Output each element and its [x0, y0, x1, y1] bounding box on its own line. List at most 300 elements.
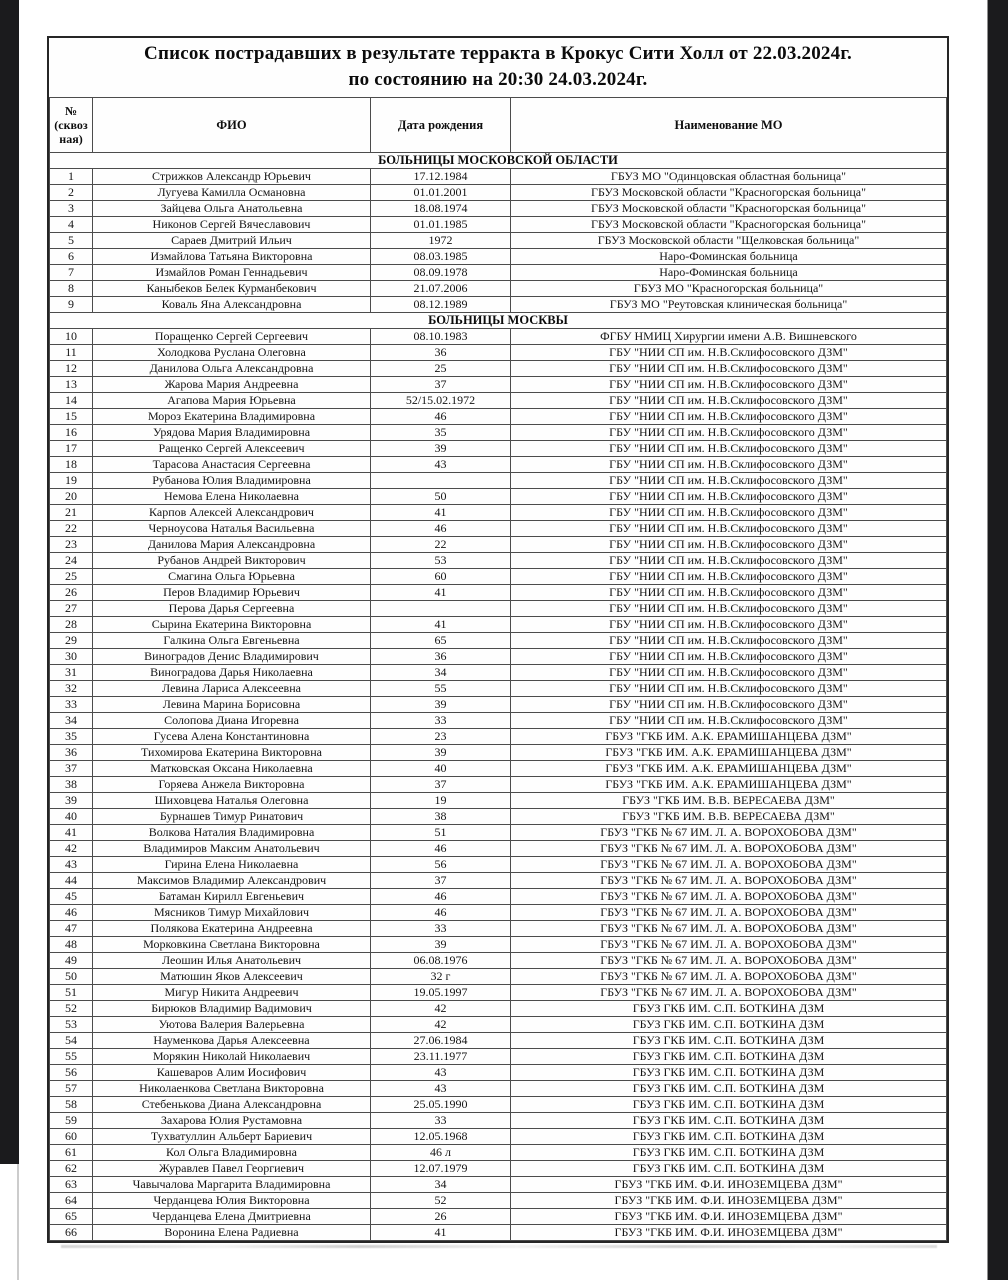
cell-number: 51: [50, 985, 93, 1001]
table-row: [50, 633, 947, 649]
cell-fio: Лугуева Камилла Османовна: [93, 185, 371, 201]
document-page: [47, 36, 949, 1243]
cell-org: ГБУЗ "ГКБ ИМ. В.В. ВЕРЕСАЕВА ДЗМ": [511, 793, 947, 809]
cell-dob: 39: [371, 745, 511, 761]
cell-fio: Агапова Мария Юрьевна: [93, 393, 371, 409]
cell-org: ГБУЗ ГКБ ИМ. С.П. БОТКИНА ДЗМ: [511, 1113, 947, 1129]
table-row: [50, 809, 947, 825]
scan-artifact-line: [61, 1245, 937, 1248]
cell-org: ГБУЗ ГКБ ИМ. С.П. БОТКИНА ДЗМ: [511, 1081, 947, 1097]
cell-fio: Бирюков Владимир Вадимович: [93, 1001, 371, 1017]
cell-number: 16: [50, 425, 93, 441]
cell-number: 17: [50, 441, 93, 457]
cell-dob: 25: [371, 361, 511, 377]
table-row: [50, 217, 947, 233]
cell-number: 37: [50, 761, 93, 777]
cell-org: ГБУЗ МО "Реутовская клиническая больница": [511, 297, 947, 313]
cell-org: Наро-Фоминская больница: [511, 265, 947, 281]
cell-dob: 37: [371, 377, 511, 393]
cell-org: ГБУ "НИИ СП им. Н.В.Склифосовского ДЗМ": [511, 601, 947, 617]
cell-dob: 26: [371, 1209, 511, 1225]
table-row: [50, 249, 947, 265]
victims-table: [49, 97, 947, 1241]
cell-dob: 27.06.1984: [371, 1033, 511, 1049]
table-row: [50, 889, 947, 905]
cell-fio: Жарова Мария Андреевна: [93, 377, 371, 393]
cell-number: 33: [50, 697, 93, 713]
cell-fio: Максимов Владимир Александрович: [93, 873, 371, 889]
cell-org: ГБУЗ "ГКБ № 67 ИМ. Л. А. ВОРОХОБОВА ДЗМ": [511, 921, 947, 937]
column-header-fio: ФИО: [93, 98, 371, 153]
cell-fio: Перов Владимир Юрьевич: [93, 585, 371, 601]
cell-number: 35: [50, 729, 93, 745]
cell-org: ГБУ "НИИ СП им. Н.В.Склифосовского ДЗМ": [511, 409, 947, 425]
cell-dob: 52: [371, 1193, 511, 1209]
table-row: [50, 1145, 947, 1161]
cell-dob: 08.12.1989: [371, 297, 511, 313]
cell-fio: Никонов Сергей Вячеславович: [93, 217, 371, 233]
cell-fio: Черданцева Юлия Викторовна: [93, 1193, 371, 1209]
cell-dob: 17.12.1984: [371, 169, 511, 185]
cell-dob: 32 г: [371, 969, 511, 985]
viewer-background-right: [987, 0, 1008, 1280]
cell-org: ГБУ "НИИ СП им. Н.В.Склифосовского ДЗМ": [511, 633, 947, 649]
cell-number: 66: [50, 1225, 93, 1241]
cell-fio: Чавычалова Маргарита Владимировна: [93, 1177, 371, 1193]
cell-fio: Тихомирова Екатерина Викторовна: [93, 745, 371, 761]
cell-org: ГБУЗ ГКБ ИМ. С.П. БОТКИНА ДЗМ: [511, 1161, 947, 1177]
cell-dob: 1972: [371, 233, 511, 249]
cell-dob: 46: [371, 905, 511, 921]
cell-org: ГБУЗ ГКБ ИМ. С.П. БОТКИНА ДЗМ: [511, 1065, 947, 1081]
cell-fio: Галкина Ольга Евгеньевна: [93, 633, 371, 649]
table-row: [50, 969, 947, 985]
cell-org: ГБУЗ "ГКБ ИМ. А.К. ЕРАМИШАНЦЕВА ДЗМ": [511, 777, 947, 793]
cell-fio: Данилова Мария Александровна: [93, 537, 371, 553]
cell-number: 42: [50, 841, 93, 857]
cell-dob: 41: [371, 505, 511, 521]
page-edge-line: [17, 1164, 19, 1280]
cell-fio: Ращенко Сергей Алексеевич: [93, 441, 371, 457]
cell-dob: 36: [371, 345, 511, 361]
cell-dob: 25.05.1990: [371, 1097, 511, 1113]
cell-org: ГБУ "НИИ СП им. Н.В.Склифосовского ДЗМ": [511, 457, 947, 473]
cell-org: ГБУЗ ГКБ ИМ. С.П. БОТКИНА ДЗМ: [511, 1097, 947, 1113]
table-row: [50, 777, 947, 793]
cell-number: 11: [50, 345, 93, 361]
cell-dob: 21.07.2006: [371, 281, 511, 297]
cell-fio: Левина Лариса Алексеевна: [93, 681, 371, 697]
cell-fio: Полякова Екатерина Андреевна: [93, 921, 371, 937]
cell-number: 28: [50, 617, 93, 633]
table-row: [50, 953, 947, 969]
cell-number: 6: [50, 249, 93, 265]
table-row: [50, 681, 947, 697]
cell-fio: Морковкина Светлана Викторовна: [93, 937, 371, 953]
column-header-dob: Дата рождения: [371, 98, 511, 153]
cell-fio: Шиховцева Наталья Олеговна: [93, 793, 371, 809]
table-row: [50, 1033, 947, 1049]
table-row: [50, 169, 947, 185]
cell-org: ГБУ "НИИ СП им. Н.В.Склифосовского ДЗМ": [511, 505, 947, 521]
table-row: [50, 185, 947, 201]
cell-fio: Горяева Анжела Викторовна: [93, 777, 371, 793]
cell-number: 50: [50, 969, 93, 985]
cell-org: ГБУ "НИИ СП им. Н.В.Склифосовского ДЗМ": [511, 665, 947, 681]
table-row: [50, 649, 947, 665]
cell-number: 64: [50, 1193, 93, 1209]
table-row: [50, 377, 947, 393]
table-row: [50, 1225, 947, 1241]
table-row: [50, 329, 947, 345]
cell-org: ГБУЗ "ГКБ № 67 ИМ. Л. А. ВОРОХОБОВА ДЗМ": [511, 841, 947, 857]
cell-fio: Зайцева Ольга Анатольевна: [93, 201, 371, 217]
cell-dob: 08.03.1985: [371, 249, 511, 265]
cell-dob: 08.09.1978: [371, 265, 511, 281]
cell-org: ГБУЗ "ГКБ ИМ. А.К. ЕРАМИШАНЦЕВА ДЗМ": [511, 745, 947, 761]
table-row: [50, 857, 947, 873]
cell-number: 45: [50, 889, 93, 905]
cell-org: Наро-Фоминская больница: [511, 249, 947, 265]
table-row: [50, 345, 947, 361]
cell-fio: Каныбеков Белек Курманбекович: [93, 281, 371, 297]
cell-number: 34: [50, 713, 93, 729]
cell-dob: 33: [371, 713, 511, 729]
table-row: [50, 761, 947, 777]
cell-org: ГБУ "НИИ СП им. Н.В.Склифосовского ДЗМ": [511, 553, 947, 569]
cell-number: 58: [50, 1097, 93, 1113]
cell-fio: Журавлев Павел Георгиевич: [93, 1161, 371, 1177]
cell-dob: 34: [371, 665, 511, 681]
table-row: [50, 457, 947, 473]
table-row: [50, 521, 947, 537]
cell-dob: 39: [371, 697, 511, 713]
cell-number: 21: [50, 505, 93, 521]
table-row: [50, 297, 947, 313]
cell-number: 54: [50, 1033, 93, 1049]
cell-org: ГБУ "НИИ СП им. Н.В.Склифосовского ДЗМ": [511, 425, 947, 441]
cell-number: 26: [50, 585, 93, 601]
cell-dob: 38: [371, 809, 511, 825]
cell-dob: 46 л: [371, 1145, 511, 1161]
cell-fio: Сараев Дмитрий Ильич: [93, 233, 371, 249]
cell-fio: Виноградова Дарья Николаевна: [93, 665, 371, 681]
cell-fio: Стрижков Александр Юрьевич: [93, 169, 371, 185]
cell-number: 4: [50, 217, 93, 233]
cell-fio: Тухватуллин Альберт Бариевич: [93, 1129, 371, 1145]
cell-org: ГБУ "НИИ СП им. Н.В.Склифосовского ДЗМ": [511, 377, 947, 393]
table-row: [50, 825, 947, 841]
table-row: [50, 601, 947, 617]
cell-org: ГБУЗ МО "Одинцовская областная больница": [511, 169, 947, 185]
table-row: [50, 665, 947, 681]
cell-number: 10: [50, 329, 93, 345]
table-row: [50, 441, 947, 457]
cell-org: ГБУЗ ГКБ ИМ. С.П. БОТКИНА ДЗМ: [511, 1001, 947, 1017]
viewer-background-left: [0, 0, 19, 1164]
cell-fio: Кашеваров Алим Иосифович: [93, 1065, 371, 1081]
cell-number: 30: [50, 649, 93, 665]
table-row: [50, 905, 947, 921]
cell-number: 65: [50, 1209, 93, 1225]
cell-dob: 01.01.2001: [371, 185, 511, 201]
cell-fio: Мясников Тимур Михайлович: [93, 905, 371, 921]
cell-org: ГБУЗ "ГКБ № 67 ИМ. Л. А. ВОРОХОБОВА ДЗМ": [511, 985, 947, 1001]
cell-number: 13: [50, 377, 93, 393]
table-row: [50, 697, 947, 713]
cell-number: 39: [50, 793, 93, 809]
table-row: [50, 729, 947, 745]
table-row: [50, 409, 947, 425]
cell-fio: Воронина Елена Радиевна: [93, 1225, 371, 1241]
cell-fio: Черноусова Наталья Васильевна: [93, 521, 371, 537]
cell-fio: Перова Дарья Сергеевна: [93, 601, 371, 617]
cell-org: ГБУЗ "ГКБ № 67 ИМ. Л. А. ВОРОХОБОВА ДЗМ": [511, 889, 947, 905]
cell-number: 31: [50, 665, 93, 681]
cell-number: 2: [50, 185, 93, 201]
cell-org: ГБУ "НИИ СП им. Н.В.Склифосовского ДЗМ": [511, 585, 947, 601]
cell-org: ГБУ "НИИ СП им. Н.В.Склифосовского ДЗМ": [511, 489, 947, 505]
cell-org: ГБУЗ "ГКБ № 67 ИМ. Л. А. ВОРОХОБОВА ДЗМ": [511, 873, 947, 889]
cell-fio: Мороз Екатерина Владимировна: [93, 409, 371, 425]
table-row: [50, 841, 947, 857]
cell-dob: 40: [371, 761, 511, 777]
cell-org: ГБУ "НИИ СП им. Н.В.Склифосовского ДЗМ": [511, 345, 947, 361]
cell-number: 5: [50, 233, 93, 249]
cell-number: 62: [50, 1161, 93, 1177]
cell-fio: Мигур Никита Андреевич: [93, 985, 371, 1001]
cell-number: 38: [50, 777, 93, 793]
cell-fio: Волкова Наталия Владимировна: [93, 825, 371, 841]
cell-dob: 46: [371, 521, 511, 537]
cell-dob: 50: [371, 489, 511, 505]
table-row: [50, 361, 947, 377]
document-title-line2: по состоянию на 20:30 24.03.2024г.: [348, 69, 648, 90]
cell-org: ГБУ "НИИ СП им. Н.В.Склифосовского ДЗМ": [511, 361, 947, 377]
cell-dob: 35: [371, 425, 511, 441]
cell-org: ГБУЗ ГКБ ИМ. С.П. БОТКИНА ДЗМ: [511, 1033, 947, 1049]
cell-org: ГБУЗ "ГКБ № 67 ИМ. Л. А. ВОРОХОБОВА ДЗМ": [511, 937, 947, 953]
cell-dob: 51: [371, 825, 511, 841]
cell-fio: Тарасова Анастасия Сергеевна: [93, 457, 371, 473]
cell-org: ГБУЗ "ГКБ № 67 ИМ. Л. А. ВОРОХОБОВА ДЗМ": [511, 905, 947, 921]
cell-org: ГБУ "НИИ СП им. Н.В.Склифосовского ДЗМ": [511, 713, 947, 729]
table-row: [50, 473, 947, 489]
cell-number: 41: [50, 825, 93, 841]
cell-fio: Сырина Екатерина Викторовна: [93, 617, 371, 633]
cell-dob: 46: [371, 889, 511, 905]
table-row: [50, 1097, 947, 1113]
cell-fio: Поращенко Сергей Сергеевич: [93, 329, 371, 345]
cell-org: ГБУ "НИИ СП им. Н.В.Склифосовского ДЗМ": [511, 617, 947, 633]
table-row: [50, 1177, 947, 1193]
cell-dob: 19: [371, 793, 511, 809]
cell-dob: [371, 601, 511, 617]
cell-fio: Захарова Юлия Рустамовна: [93, 1113, 371, 1129]
cell-org: ГБУЗ "ГКБ № 67 ИМ. Л. А. ВОРОХОБОВА ДЗМ": [511, 825, 947, 841]
cell-number: 19: [50, 473, 93, 489]
cell-number: 29: [50, 633, 93, 649]
cell-number: 36: [50, 745, 93, 761]
table-row: [50, 201, 947, 217]
cell-dob: [371, 473, 511, 489]
cell-dob: 33: [371, 921, 511, 937]
cell-number: 20: [50, 489, 93, 505]
cell-org: ГБУЗ ГКБ ИМ. С.П. БОТКИНА ДЗМ: [511, 1145, 947, 1161]
cell-org: ГБУ "НИИ СП им. Н.В.Склифосовского ДЗМ": [511, 521, 947, 537]
cell-org: ГБУЗ ГКБ ИМ. С.П. БОТКИНА ДЗМ: [511, 1129, 947, 1145]
cell-org: ГБУЗ Московской области "Красногорская больница": [511, 185, 947, 201]
cell-org: ГБУ "НИИ СП им. Н.В.Склифосовского ДЗМ": [511, 569, 947, 585]
cell-number: 44: [50, 873, 93, 889]
cell-dob: 39: [371, 441, 511, 457]
cell-org: ГБУЗ "ГКБ ИМ. Ф.И. ИНОЗЕМЦЕВА ДЗМ": [511, 1193, 947, 1209]
cell-number: 59: [50, 1113, 93, 1129]
cell-fio: Матюшин Яков Алексеевич: [93, 969, 371, 985]
table-row: [50, 921, 947, 937]
section-header-label: БОЛЬНИЦЫ МОСКОВСКОЙ ОБЛАСТИ: [50, 153, 947, 169]
table-row: [50, 1017, 947, 1033]
cell-dob: 12.07.1979: [371, 1161, 511, 1177]
cell-dob: 41: [371, 585, 511, 601]
cell-dob: 65: [371, 633, 511, 649]
cell-dob: 18.08.1974: [371, 201, 511, 217]
table-row: [50, 1065, 947, 1081]
cell-number: 27: [50, 601, 93, 617]
cell-org: ГБУ "НИИ СП им. Н.В.Склифосовского ДЗМ": [511, 393, 947, 409]
column-header-number: № (сквоз ная): [50, 98, 93, 153]
table-row: [50, 1113, 947, 1129]
cell-fio: Измайлов Роман Геннадьевич: [93, 265, 371, 281]
table-row: [50, 1209, 947, 1225]
cell-dob: 41: [371, 617, 511, 633]
cell-number: 56: [50, 1065, 93, 1081]
cell-fio: Измайлова Татьяна Викторовна: [93, 249, 371, 265]
cell-fio: Гусева Алена Константиновна: [93, 729, 371, 745]
table-row: [50, 793, 947, 809]
cell-dob: 52/15.02.1972: [371, 393, 511, 409]
table-row: [50, 713, 947, 729]
cell-fio: Карпов Алексей Александрович: [93, 505, 371, 521]
cell-number: 60: [50, 1129, 93, 1145]
cell-fio: Немова Елена Николаевна: [93, 489, 371, 505]
table-row: [50, 425, 947, 441]
cell-number: 43: [50, 857, 93, 873]
table-header-row: [50, 98, 947, 153]
cell-number: 61: [50, 1145, 93, 1161]
cell-dob: 55: [371, 681, 511, 697]
cell-dob: 53: [371, 553, 511, 569]
table-row: [50, 1049, 947, 1065]
cell-fio: Виноградов Денис Владимирович: [93, 649, 371, 665]
cell-number: 55: [50, 1049, 93, 1065]
cell-number: 32: [50, 681, 93, 697]
cell-dob: 60: [371, 569, 511, 585]
table-row: [50, 281, 947, 297]
table-row: [50, 1129, 947, 1145]
cell-dob: 22: [371, 537, 511, 553]
cell-fio: Владимиров Максим Анатольевич: [93, 841, 371, 857]
table-row: [50, 745, 947, 761]
cell-fio: Николаенкова Светлана Викторовна: [93, 1081, 371, 1097]
table-row: [50, 1193, 947, 1209]
table-row: [50, 1001, 947, 1017]
cell-number: 3: [50, 201, 93, 217]
cell-org: ГБУЗ "ГКБ ИМ. Ф.И. ИНОЗЕМЦЕВА ДЗМ": [511, 1209, 947, 1225]
cell-dob: 37: [371, 777, 511, 793]
cell-fio: Науменкова Дарья Алексеевна: [93, 1033, 371, 1049]
cell-org: ГБУ "НИИ СП им. Н.В.Склифосовского ДЗМ": [511, 473, 947, 489]
table-row: [50, 585, 947, 601]
cell-dob: 37: [371, 873, 511, 889]
cell-number: 46: [50, 905, 93, 921]
cell-number: 7: [50, 265, 93, 281]
cell-org: ГБУЗ "ГКБ ИМ. А.К. ЕРАМИШАНЦЕВА ДЗМ": [511, 761, 947, 777]
cell-org: ГБУЗ Московской области "Красногорская больница": [511, 201, 947, 217]
cell-org: ГБУЗ "ГКБ ИМ. Ф.И. ИНОЗЕМЦЕВА ДЗМ": [511, 1177, 947, 1193]
table-row: [50, 569, 947, 585]
cell-number: 25: [50, 569, 93, 585]
cell-number: 49: [50, 953, 93, 969]
cell-org: ГБУЗ "ГКБ № 67 ИМ. Л. А. ВОРОХОБОВА ДЗМ": [511, 857, 947, 873]
cell-number: 14: [50, 393, 93, 409]
cell-dob: 42: [371, 1017, 511, 1033]
cell-dob: 46: [371, 841, 511, 857]
cell-dob: 42: [371, 1001, 511, 1017]
cell-org: ГБУ "НИИ СП им. Н.В.Склифосовского ДЗМ": [511, 649, 947, 665]
cell-fio: Левина Марина Борисовна: [93, 697, 371, 713]
cell-number: 15: [50, 409, 93, 425]
cell-fio: Смагина Ольга Юрьевна: [93, 569, 371, 585]
cell-number: 53: [50, 1017, 93, 1033]
cell-dob: 23: [371, 729, 511, 745]
cell-org: ГБУЗ "ГКБ ИМ. А.К. ЕРАМИШАНЦЕВА ДЗМ": [511, 729, 947, 745]
table-row: [50, 265, 947, 281]
cell-dob: 43: [371, 457, 511, 473]
section-header-label: БОЛЬНИЦЫ МОСКВЫ: [50, 313, 947, 329]
table-row: [50, 505, 947, 521]
cell-org: ФГБУ НМИЦ Хирургии имени А.В. Вишневского: [511, 329, 947, 345]
cell-org: ГБУЗ Московской области "Красногорская больница": [511, 217, 947, 233]
cell-org: ГБУ "НИИ СП им. Н.В.Склифосовского ДЗМ": [511, 441, 947, 457]
cell-dob: 19.05.1997: [371, 985, 511, 1001]
cell-dob: 01.01.1985: [371, 217, 511, 233]
cell-number: 63: [50, 1177, 93, 1193]
cell-dob: 43: [371, 1081, 511, 1097]
cell-number: 18: [50, 457, 93, 473]
victims-table-body: [50, 153, 947, 1241]
cell-org: ГБУЗ "ГКБ № 67 ИМ. Л. А. ВОРОХОБОВА ДЗМ": [511, 953, 947, 969]
cell-dob: 39: [371, 937, 511, 953]
cell-number: 57: [50, 1081, 93, 1097]
table-row: [50, 553, 947, 569]
table-row: [50, 617, 947, 633]
cell-fio: Рубанова Юлия Владимировна: [93, 473, 371, 489]
cell-fio: Солопова Диана Игоревна: [93, 713, 371, 729]
cell-fio: Матковская Оксана Николаевна: [93, 761, 371, 777]
table-row: [50, 985, 947, 1001]
cell-fio: Стебенькова Диана Александровна: [93, 1097, 371, 1113]
table-row: [50, 1081, 947, 1097]
cell-fio: Черданцева Елена Дмитриевна: [93, 1209, 371, 1225]
cell-fio: Гирина Елена Николаевна: [93, 857, 371, 873]
cell-org: ГБУ "НИИ СП им. Н.В.Склифосовского ДЗМ": [511, 681, 947, 697]
cell-dob: 33: [371, 1113, 511, 1129]
cell-dob: 34: [371, 1177, 511, 1193]
cell-number: 48: [50, 937, 93, 953]
cell-fio: Урядова Мария Владимировна: [93, 425, 371, 441]
cell-fio: Бурнашев Тимур Ринатович: [93, 809, 371, 825]
